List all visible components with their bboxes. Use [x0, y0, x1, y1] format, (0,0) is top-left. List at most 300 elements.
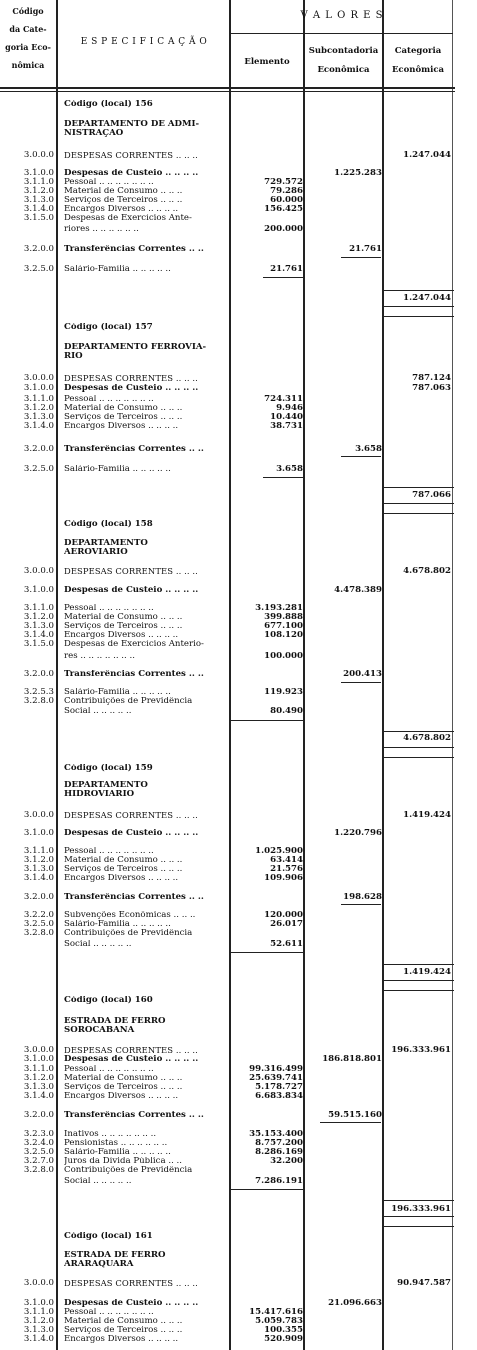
specification-cell: Social .. .. .. .. .. [64, 1177, 132, 1186]
subcontadoria-value-cell: 198.628 [343, 892, 382, 902]
elemento-value-cell: 35.153.400 [249, 1129, 303, 1139]
section-total-rule [384, 757, 454, 758]
category-code-cell: 3.1.2.0 [23, 186, 54, 196]
category-code-cell: 3.1.1.0 [23, 177, 54, 187]
table-row [0, 670, 477, 679]
specification-cell: Material de Consumo .. .. .. [64, 1074, 183, 1083]
table-row [0, 1083, 477, 1092]
specification-cell: DEPARTAMENTO [64, 781, 148, 790]
elemento-value-cell: 3.193.281 [255, 603, 303, 613]
category-code-cell: 3.1.1.0 [23, 603, 54, 613]
specification-cell: res .. .. .. .. .. .. .. [64, 652, 135, 661]
category-code-cell: 3.1.0.0 [23, 1298, 54, 1308]
category-code-cell: 3.1.0.0 [23, 585, 54, 595]
elemento-value-cell: 26.017 [270, 919, 303, 929]
specification-cell: Código (local) 160 [64, 996, 153, 1005]
specification-cell: Despesas de Custeio .. .. .. .. [64, 829, 199, 838]
specification-cell: DEPARTAMENTO DE ADMI- [64, 120, 200, 129]
subcontadoria-value-cell: 21.761 [349, 244, 382, 254]
table-row [0, 781, 477, 790]
section-total-rule [384, 487, 454, 488]
table-row [0, 294, 477, 303]
table-row [0, 1074, 477, 1083]
specification-cell: Contribuições de Previdência [64, 697, 193, 706]
elemento-value-cell: 724.311 [264, 394, 303, 404]
table-row [0, 856, 477, 865]
category-code-cell: 3.1.4.0 [23, 1334, 54, 1344]
specification-cell: Código (local) 161 [64, 1232, 153, 1241]
table-row [0, 697, 477, 706]
table-row [0, 968, 477, 977]
header-values-rule [231, 33, 453, 34]
section-total-rule [384, 964, 454, 965]
categoria-value-cell: 1.419.424 [403, 810, 451, 820]
table-row [0, 631, 477, 640]
subtotal-rule [263, 477, 303, 478]
section-total-rule [231, 1189, 303, 1190]
subcontadoria-value-cell: 1.220.796 [334, 828, 382, 838]
table-row [0, 640, 477, 649]
elemento-value-cell: 156.425 [264, 204, 303, 214]
specification-cell: DEPARTAMENTO [64, 539, 148, 548]
category-code-cell: 3.1.1.0 [23, 394, 54, 404]
table-row [0, 100, 477, 109]
table-row [0, 422, 477, 431]
categoria-value-cell: 1.419.424 [403, 967, 451, 977]
table-row [0, 539, 477, 548]
header-categoria: Categoria Econômica [391, 46, 445, 75]
specification-cell: Contribuições de Previdência [64, 1166, 193, 1175]
table-row [0, 548, 477, 557]
table-row [0, 343, 477, 352]
specification-cell: SOROCABANA [64, 1026, 135, 1035]
elemento-value-cell: 109.906 [264, 873, 303, 883]
elemento-value-cell: 8.286.169 [255, 1147, 303, 1157]
specification-cell: Código (local) 157 [64, 323, 153, 332]
table-row [0, 764, 477, 773]
section-total-rule [384, 990, 454, 991]
table-row [0, 688, 477, 697]
specification-cell: Salário-Família .. .. .. .. .. [64, 465, 171, 474]
category-code-cell: 3.1.2.0 [23, 1073, 54, 1083]
category-code-cell: 3.2.5.3 [23, 687, 54, 697]
specification-cell: Código (local) 159 [64, 764, 153, 773]
specification-cell: Pessoal .. .. .. .. .. .. .. [64, 1065, 154, 1074]
header-values: V A L O R E S [300, 10, 384, 21]
header-specification: E S P E C I F I C A Ç Ã O [80, 37, 208, 47]
table-row [0, 404, 477, 413]
elemento-value-cell: 729.572 [264, 177, 303, 187]
table-row [0, 734, 477, 743]
specification-cell: Transferências Correntes .. .. [64, 245, 204, 254]
table-row [0, 707, 477, 716]
specification-cell: Salário-Família .. .. .. .. .. [64, 920, 171, 929]
categoria-value-cell: 787.063 [412, 383, 451, 393]
category-code-cell: 3.1.0.0 [23, 383, 54, 393]
category-code-cell: 3.1.3.0 [23, 1082, 54, 1092]
table-row [0, 196, 477, 205]
table-row [0, 120, 477, 129]
category-code-cell: 3.2.5.0 [23, 919, 54, 929]
specification-cell: ARARAQUARA [64, 1260, 134, 1269]
specification-cell: Serviços de Terceiros .. .. .. [64, 622, 183, 631]
elemento-value-cell: 5.059.783 [255, 1316, 303, 1326]
subcontadoria-value-cell: 200.413 [343, 669, 382, 679]
elemento-value-cell: 21.576 [270, 864, 303, 874]
table-row [0, 374, 477, 383]
elemento-value-cell: 108.120 [264, 630, 303, 640]
specification-cell: Serviços de Terceiros .. .. .. [64, 1326, 183, 1335]
table-row [0, 465, 477, 474]
table-row [0, 1335, 477, 1344]
category-code-cell: 3.1.2.0 [23, 612, 54, 622]
categoria-value-cell: 4.678.802 [403, 566, 451, 576]
subtotal-rule [341, 682, 381, 683]
category-code-cell: 3.1.3.0 [23, 621, 54, 631]
specification-cell: Encargos Diversos .. .. .. .. [64, 205, 179, 214]
table-row [0, 1046, 477, 1055]
specification-cell: Material de Consumo .. .. .. [64, 856, 183, 865]
section-total-rule [384, 1226, 454, 1227]
specification-cell: Código (local) 156 [64, 100, 153, 109]
specification-cell: Encargos Diversos .. .. .. .. [64, 874, 179, 883]
category-code-cell: 3.0.0.0 [23, 150, 54, 160]
table-row [0, 1232, 477, 1241]
specification-cell: Pessoal .. .. .. .. .. .. .. [64, 178, 154, 187]
specification-cell: Juros da Dívida Pública .. .. [64, 1157, 183, 1166]
table-row [0, 847, 477, 856]
specification-cell: Serviços de Terceiros .. .. .. [64, 196, 183, 205]
table-row [0, 613, 477, 622]
elemento-value-cell: 200.000 [264, 224, 303, 234]
elemento-value-cell: 52.611 [270, 939, 303, 949]
header-elemento: Elemento [244, 57, 290, 67]
category-code-cell: 3.1.4.0 [23, 873, 54, 883]
table-row [0, 893, 477, 902]
section-total-rule [384, 503, 454, 504]
elemento-value-cell: 6.683.834 [255, 1091, 303, 1101]
section-total-rule [384, 306, 454, 307]
elemento-value-cell: 120.000 [264, 910, 303, 920]
table-row [0, 169, 477, 178]
specification-cell: DEPARTAMENTO FERROVIÁ- [64, 343, 207, 352]
table-row [0, 1205, 477, 1214]
table-row [0, 129, 477, 138]
category-code-cell: 3.2.2.0 [23, 910, 54, 920]
section-total-rule [231, 952, 303, 953]
category-code-cell: 3.1.2.0 [23, 855, 54, 865]
table-row [0, 829, 477, 838]
category-code-cell: 3.1.3.0 [23, 1325, 54, 1335]
elemento-value-cell: 21.761 [270, 264, 303, 274]
specification-cell: Despesas de Custeio .. .. .. .. [64, 169, 199, 178]
specification-cell: Pessoal .. .. .. .. .. .. .. [64, 604, 154, 613]
specification-cell: Despesas de Custeio .. .. .. .. [64, 586, 199, 595]
table-row [0, 874, 477, 883]
table-row [0, 1148, 477, 1157]
elemento-value-cell: 25.639.741 [249, 1073, 303, 1083]
table-row [0, 790, 477, 799]
table-row [0, 929, 477, 938]
specification-cell: Pessoal .. .. .. .. .. .. .. [64, 1308, 154, 1317]
category-code-cell: 3.0.0.0 [23, 1045, 54, 1055]
categoria-value-cell: 4.678.802 [403, 733, 451, 743]
category-code-cell: 3.2.8.0 [23, 928, 54, 938]
table-row [0, 865, 477, 874]
category-code-cell: 3.2.5.0 [23, 464, 54, 474]
category-code-cell: 3.2.0.0 [23, 244, 54, 254]
specification-cell: DESPESAS CORRENTES .. .. .. [64, 567, 198, 576]
table-row [0, 1065, 477, 1074]
table-row [0, 1326, 477, 1335]
specification-cell: Contribuições de Previdência [64, 929, 193, 938]
elemento-value-cell: 677.100 [264, 621, 303, 631]
specification-cell: Material de Consumo .. .. .. [64, 613, 183, 622]
category-code-cell: 3.1.0.0 [23, 828, 54, 838]
elemento-value-cell: 60.000 [270, 195, 303, 205]
specification-cell: Pessoal .. .. .. .. .. .. .. [64, 395, 154, 404]
table-row [0, 395, 477, 404]
specification-cell: DESPESAS CORRENTES .. .. .. [64, 811, 198, 820]
category-code-cell: 3.0.0.0 [23, 1278, 54, 1288]
specification-cell: Encargos Diversos .. .. .. .. [64, 631, 179, 640]
category-code-cell: 3.0.0.0 [23, 373, 54, 383]
specification-cell: NISTRAÇÃO [64, 129, 124, 138]
subtotal-rule [341, 904, 381, 905]
category-code-cell: 3.1.2.0 [23, 403, 54, 413]
specification-cell: Social .. .. .. .. .. [64, 707, 132, 716]
specification-cell: DESPESAS CORRENTES .. .. .. [64, 1046, 198, 1055]
specification-cell: Serviços de Terceiros .. .. .. [64, 413, 183, 422]
table-row [0, 151, 477, 160]
section-total-rule [384, 513, 454, 514]
category-code-cell: 3.1.2.0 [23, 1316, 54, 1326]
subtotal-rule [341, 257, 381, 258]
elemento-value-cell: 32.200 [270, 1156, 303, 1166]
subcontadoria-value-cell: 59.515.160 [328, 1110, 382, 1120]
table-row [0, 205, 477, 214]
table-row [0, 1139, 477, 1148]
table-row [0, 1157, 477, 1166]
elemento-value-cell: 520.909 [264, 1334, 303, 1344]
specification-cell: Pensionistas .. .. .. .. .. .. [64, 1139, 168, 1148]
specification-cell: Material de Consumo .. .. .. [64, 404, 183, 413]
elemento-value-cell: 10.440 [270, 412, 303, 422]
specification-cell: DESPESAS CORRENTES .. .. .. [64, 374, 198, 383]
header-bottom-rule [0, 87, 455, 89]
specification-cell: Salário-Família .. .. .. .. .. [64, 688, 171, 697]
table-row [0, 520, 477, 529]
table-row [0, 604, 477, 613]
category-code-cell: 3.1.4.0 [23, 630, 54, 640]
category-code-cell: 3.2.0.0 [23, 669, 54, 679]
specification-cell: Despesas de Exercícios Ante- [64, 214, 192, 223]
table-row [0, 920, 477, 929]
table-row [0, 567, 477, 576]
subcontadoria-value-cell: 186.818.801 [322, 1054, 382, 1064]
specification-cell: riores .. .. .. .. .. .. [64, 225, 139, 234]
category-code-cell: 3.0.0.0 [23, 810, 54, 820]
category-code-cell: 3.2.0.0 [23, 444, 54, 454]
category-code-cell: 3.2.8.0 [23, 1165, 54, 1175]
category-code-cell: 3.0.0.0 [23, 566, 54, 576]
category-code-cell: 3.2.8.0 [23, 696, 54, 706]
category-code-cell: 3.1.3.0 [23, 864, 54, 874]
table-row [0, 911, 477, 920]
specification-cell: Transferências Correntes .. .. [64, 893, 204, 902]
categoria-value-cell: 787.124 [412, 373, 451, 383]
section-total-rule [384, 316, 454, 317]
elemento-value-cell: 63.414 [270, 855, 303, 865]
section-total-rule [384, 747, 454, 748]
category-code-cell: 3.2.3.0 [23, 1129, 54, 1139]
table-row [0, 1317, 477, 1326]
elemento-value-cell: 99.316.499 [249, 1064, 303, 1074]
specification-cell: Social .. .. .. .. .. [64, 940, 132, 949]
category-code-cell: 3.1.1.0 [23, 846, 54, 856]
table-row [0, 811, 477, 820]
specification-cell: HIDROVIÁRIO [64, 790, 135, 799]
subtotal-rule [320, 1122, 381, 1123]
category-code-cell: 3.1.3.0 [23, 412, 54, 422]
category-code-cell: 3.2.7.0 [23, 1156, 54, 1166]
categoria-value-cell: 1.247.044 [403, 293, 451, 303]
categoria-value-cell: 90.947.587 [397, 1278, 451, 1288]
elemento-value-cell: 8.757.200 [255, 1138, 303, 1148]
table-row [0, 187, 477, 196]
elemento-value-cell: 100.000 [264, 651, 303, 661]
table-row [0, 1308, 477, 1317]
table-row [0, 1299, 477, 1308]
specification-cell: ESTRADA DE FERRO [64, 1017, 166, 1026]
categoria-value-cell: 787.066 [412, 490, 451, 500]
categoria-value-cell: 196.333.961 [391, 1204, 451, 1214]
table-row [0, 652, 477, 661]
specification-cell: RIO [64, 352, 83, 361]
table-row [0, 1260, 477, 1269]
category-code-cell: 3.1.1.0 [23, 1307, 54, 1317]
table-row [0, 1017, 477, 1026]
table-row [0, 1111, 477, 1120]
categoria-value-cell: 196.333.961 [391, 1045, 451, 1055]
specification-cell: Salário-Família .. .. .. .. .. [64, 265, 171, 274]
section-total-rule [384, 731, 454, 732]
subtotal-rule [263, 277, 303, 278]
category-code-cell: 3.1.5.0 [23, 639, 54, 649]
specification-cell: Encargos Diversos .. .. .. .. [64, 1335, 179, 1344]
table-row [0, 225, 477, 234]
category-code-cell: 3.1.0.0 [23, 168, 54, 178]
table-row [0, 940, 477, 949]
elemento-value-cell: 79.286 [270, 186, 303, 196]
elemento-value-cell: 5.178.727 [255, 1082, 303, 1092]
table-row [0, 178, 477, 187]
elemento-value-cell: 119.923 [264, 687, 303, 697]
categoria-value-cell: 1.247.044 [403, 150, 451, 160]
elemento-value-cell: 1.025.900 [255, 846, 303, 856]
specification-cell: Material de Consumo .. .. .. [64, 1317, 183, 1326]
section-total-rule [384, 290, 454, 291]
table-row [0, 1092, 477, 1101]
subcontadoria-value-cell: 21.096.663 [328, 1298, 382, 1308]
category-code-cell: 3.1.0.0 [23, 1054, 54, 1064]
table-row [0, 1177, 477, 1186]
specification-cell: Transferências Correntes .. .. [64, 670, 204, 679]
table-row [0, 1055, 477, 1064]
header-subcontadoria: Subcontadoria Econômica [308, 46, 379, 75]
category-code-cell: 3.1.3.0 [23, 195, 54, 205]
specification-cell: AEROVIÁRIO [64, 548, 128, 557]
elemento-value-cell: 80.490 [270, 706, 303, 716]
table-row [0, 384, 477, 393]
section-total-rule [384, 980, 454, 981]
table-row [0, 352, 477, 361]
table-row [0, 445, 477, 454]
subtotal-rule [341, 456, 381, 457]
specification-cell: Despesas de Custeio .. .. .. .. [64, 384, 199, 393]
category-code-cell: 3.1.1.0 [23, 1064, 54, 1074]
specification-cell: Despesas de Custeio .. .. .. .. [64, 1055, 199, 1064]
section-total-rule [384, 1216, 454, 1217]
category-code-cell: 3.1.4.0 [23, 204, 54, 214]
table-row [0, 586, 477, 595]
specification-cell: ESTRADA DE FERRO [64, 1251, 166, 1260]
table-row [0, 1279, 477, 1288]
header-code-category: Código da Cate- goria Eco- nômica [5, 6, 51, 70]
category-code-cell: 3.2.0.0 [23, 1110, 54, 1120]
category-code-cell: 3.1.4.0 [23, 1091, 54, 1101]
subcontadoria-value-cell: 3.658 [355, 444, 382, 454]
subcontadoria-value-cell: 1.225.283 [334, 168, 382, 178]
specification-cell: Serviços de Terceiros .. .. .. [64, 1083, 183, 1092]
elemento-value-cell: 9.946 [276, 403, 303, 413]
specification-cell: Despesas de Custeio .. .. .. .. [64, 1299, 199, 1308]
section-total-rule [384, 1200, 454, 1201]
table-row [0, 265, 477, 274]
table-row [0, 491, 477, 500]
subcontadoria-value-cell: 4.478.389 [334, 585, 382, 595]
category-code-cell: 3.2.0.0 [23, 892, 54, 902]
elemento-value-cell: 38.731 [270, 421, 303, 431]
specification-cell: Despesas de Exercícios Anterio- [64, 640, 204, 649]
specification-cell: Salário-Família .. .. .. .. .. [64, 1148, 171, 1157]
table-row [0, 622, 477, 631]
table-row [0, 323, 477, 332]
specification-cell: Transferências Correntes .. .. [64, 1111, 204, 1120]
specification-cell: Serviços de Terceiros .. .. .. [64, 865, 183, 874]
category-code-cell: 3.1.4.0 [23, 421, 54, 431]
specification-cell: Encargos Diversos .. .. .. .. [64, 1092, 179, 1101]
specification-cell: Pessoal .. .. .. .. .. .. .. [64, 847, 154, 856]
elemento-value-cell: 3.658 [276, 464, 303, 474]
table-row [0, 413, 477, 422]
category-code-cell: 3.2.4.0 [23, 1138, 54, 1148]
specification-cell: Código (local) 158 [64, 520, 153, 529]
elemento-value-cell: 15.417.616 [249, 1307, 303, 1317]
specification-cell: Subvenções Econômicas .. .. .. [64, 911, 196, 920]
table-row [0, 1026, 477, 1035]
category-code-cell: 3.2.5.0 [23, 1147, 54, 1157]
table-row [0, 996, 477, 1005]
elemento-value-cell: 100.355 [264, 1325, 303, 1335]
elemento-value-cell: 7.286.191 [255, 1176, 303, 1186]
table-row [0, 214, 477, 223]
category-code-cell: 3.2.5.0 [23, 264, 54, 274]
elemento-value-cell: 399.888 [264, 612, 303, 622]
category-code-cell: 3.1.5.0 [23, 213, 54, 223]
table-row [0, 245, 477, 254]
specification-cell: Encargos Diversos .. .. .. .. [64, 422, 179, 431]
